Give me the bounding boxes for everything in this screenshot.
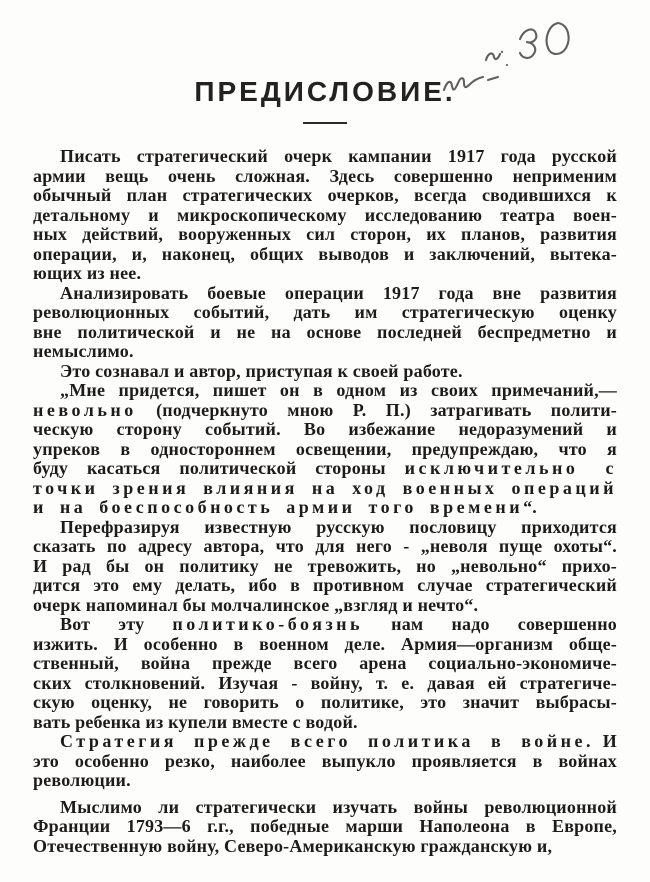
text-line xyxy=(33,817,617,837)
text-line xyxy=(33,225,617,245)
text-line xyxy=(33,440,617,460)
text-line xyxy=(33,186,617,206)
text-line xyxy=(33,362,617,382)
text-segment: армии вещь очень сложная. Здесь совершенно неприменим xyxy=(33,165,617,186)
text-line xyxy=(33,303,617,323)
text-line xyxy=(33,284,617,304)
text-segment: немыслимо. xyxy=(33,341,134,361)
title-divider xyxy=(303,122,347,124)
text-segment: и на боеспособность армии того времени xyxy=(33,497,524,517)
text-line xyxy=(33,576,617,596)
text-segment: детальному и микроскопическому исследованию театра воен- xyxy=(33,204,617,225)
paragraph xyxy=(33,381,617,518)
text-line xyxy=(33,693,617,713)
text-line xyxy=(33,420,617,440)
text-line xyxy=(33,206,617,226)
text-line xyxy=(33,798,617,818)
text-segment: упреков в одностороннем освещении, предупреждаю, что я xyxy=(33,438,617,459)
paragraph xyxy=(33,147,617,284)
text-segment: вать ребенка из купели вместе с водой. xyxy=(33,711,358,732)
text-segment: “. xyxy=(523,497,537,517)
text-line xyxy=(33,713,617,733)
text-segment: очерк напоминал бы молчалинское „взгляд и нечто“. xyxy=(33,594,479,615)
text-segment: революционных событий, дать им стратегическую оценку xyxy=(33,302,617,322)
text-segment: вне политической и не на основе последней беспредметно и xyxy=(33,321,617,342)
text-segment: Писать стратегический очерк кампании 1917 года русской xyxy=(60,146,617,166)
text-line xyxy=(33,498,617,518)
text-line xyxy=(33,381,617,401)
text-line xyxy=(33,147,617,167)
page-title: ПРЕДИСЛОВИЕ. xyxy=(194,76,456,107)
text-segment: ских столкновений. Изучая - войну, т. е. давая ей стратегиче- xyxy=(33,672,617,693)
text-line xyxy=(33,537,617,557)
text-segment: обычный план стратегических очерков, всегда сводившихся к xyxy=(33,185,617,205)
text-segment: ственный, война прежде всего арена социально-экономиче- xyxy=(33,653,617,673)
text-line xyxy=(33,479,617,499)
paragraph xyxy=(33,732,617,791)
paragraph xyxy=(33,284,617,362)
text-line xyxy=(33,401,617,421)
text-line xyxy=(33,557,617,577)
text-segment: изжить. И особенно в военном деле. Армия—организм обще- xyxy=(33,633,617,654)
text-line xyxy=(33,245,617,265)
text-segment: Отечественную войну, Северо-Американскую гражданскую и, xyxy=(33,835,553,856)
text-line xyxy=(33,654,617,674)
text-segment: Перефразируя известную русскую пословицу приходится xyxy=(60,516,617,537)
text-segment: ющих из нее. xyxy=(33,263,142,283)
text-line xyxy=(33,752,617,772)
text-line xyxy=(33,167,617,187)
text-segment: Вот эту xyxy=(60,614,173,634)
text-segment: невольно xyxy=(33,399,137,420)
paragraph xyxy=(33,615,617,732)
text-line xyxy=(33,635,617,655)
text-segment: сказать по адресу автора, что для него - „неволя пуще охоты“. xyxy=(33,536,617,556)
text-line xyxy=(33,732,617,752)
text-line xyxy=(33,342,617,362)
text-segment: операции, и, наконец, общих выводов и заключений, вытека- xyxy=(33,243,617,264)
text-segment: скую оценку, не говорить о политике, это значит выбрасы- xyxy=(33,692,617,712)
text-line xyxy=(33,615,617,635)
body-text xyxy=(33,147,617,856)
text-segment: нам надо совершенно xyxy=(363,614,617,634)
text-line xyxy=(33,837,617,857)
text-segment: (подчеркнуто мною Р. П.) затрагивать полити- xyxy=(136,399,617,420)
text-segment: „Мне придется, пишет он в одном из своих примечаний,— xyxy=(60,380,617,400)
text-segment: Стратегия прежде всего политика в войне. xyxy=(60,731,595,751)
paragraph xyxy=(33,362,617,382)
text-segment: Это сознавал и автор, приступая к своей работе. xyxy=(60,360,463,381)
text-segment: исключительно с xyxy=(404,458,617,478)
text-line xyxy=(33,518,617,538)
text-segment: Мыслимо ли стратегически изучать войны революционной xyxy=(60,796,617,817)
text-segment: революции. xyxy=(33,770,131,790)
text-line xyxy=(33,596,617,616)
text-segment: это особенно резко, наиболее выпукло проявляется в войнах xyxy=(33,750,617,771)
text-segment: И xyxy=(594,731,617,751)
text-segment: Анализировать боевые операции 1917 года вне развития xyxy=(60,282,617,303)
text-line xyxy=(33,264,617,284)
text-segment: точки зрения влияния на ход военных операций xyxy=(33,477,617,498)
text-segment: дится это ему делать, ибо в противном случае стратегический xyxy=(33,575,617,595)
text-line xyxy=(33,674,617,694)
paragraph xyxy=(33,518,617,616)
text-line xyxy=(33,459,617,479)
text-line xyxy=(33,323,617,343)
paragraph xyxy=(33,798,617,857)
text-segment: И рад бы он политику не тревожить, но „невольно“ прихо- xyxy=(33,555,617,576)
text-segment: Франции 1793—6 г.г., победные марши Наполеона в Европе, xyxy=(33,816,617,836)
text-segment: ных действий, вооруженных сил сторон, их планов, развития xyxy=(33,224,617,244)
text-segment: политико-боязнь xyxy=(172,614,364,634)
text-segment: ческую сторону событий. Во избежание недоразумений и xyxy=(33,419,617,439)
text-line xyxy=(33,771,617,791)
text-segment: буду касаться политической стороны xyxy=(33,458,405,478)
